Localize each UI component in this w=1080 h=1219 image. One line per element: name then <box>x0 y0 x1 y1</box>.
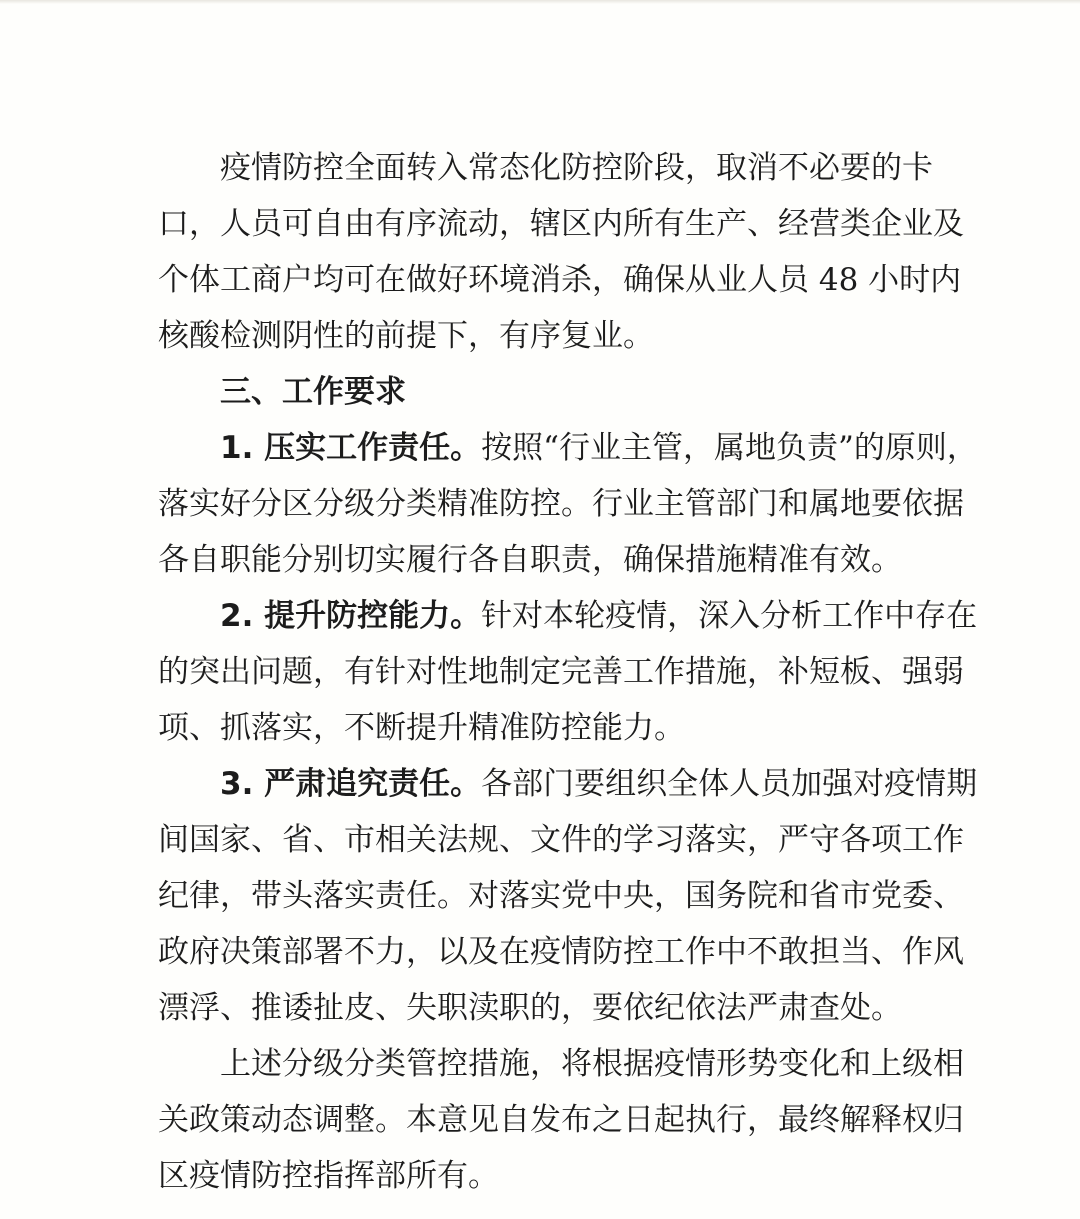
text-line: 的突出问题，有针对性地制定完善工作措施，补短板、强弱 <box>158 654 964 690</box>
text-line <box>158 756 978 812</box>
page-edge <box>0 0 1080 4</box>
item-text: 针对本轮疫情，深入分析工作中存在 <box>481 598 978 634</box>
section-heading: 三、工作要求 <box>220 374 406 410</box>
text-line: 疫情防控全面转入常态化防控阶段，取消不必要的卡 <box>220 150 933 186</box>
text-line: 政府决策部署不力，以及在疫情防控工作中不敢担当、作风 <box>158 934 964 970</box>
text-line: 个体工商户均可在做好环境消杀，确保从业人员 48 小时内 <box>158 262 962 298</box>
text-line: 核酸检测阴性的前提下，有序复业。 <box>158 318 654 354</box>
item-lead: 2. 提升防控能力。 <box>220 598 482 634</box>
text-line <box>158 420 978 476</box>
text-line <box>158 588 978 644</box>
document-body <box>158 140 978 1204</box>
paragraph-closing <box>158 1036 964 1204</box>
paragraph-reopening <box>158 140 964 364</box>
text-line: 区疫情防控指挥部所有。 <box>158 1158 499 1194</box>
text-line: 口，人员可自由有序流动，辖区内所有生产、经营类企业及 <box>158 206 964 242</box>
text-line: 漂浮、推诿扯皮、失职渎职的，要依纪依法严肃查处。 <box>158 990 902 1026</box>
item-text: 按照“行业主管，属地负责”的原则， <box>481 430 978 466</box>
item-text: 各部门要组织全体人员加强对疫情期 <box>481 766 978 802</box>
text-line: 关政策动态调整。本意见自发布之日起执行，最终解释权归 <box>158 1102 964 1138</box>
text-line: 上述分级分类管控措施，将根据疫情形势变化和上级相 <box>220 1046 964 1082</box>
item-lead: 3. 严肃追究责任。 <box>220 766 482 802</box>
item-lead: 1. 压实工作责任。 <box>220 430 482 466</box>
requirement-item-1 <box>158 420 978 588</box>
text-line: 纪律，带头落实责任。对落实党中央，国务院和省市党委、 <box>158 878 964 914</box>
requirement-item-2 <box>158 588 978 756</box>
text-line: 间国家、省、市相关法规、文件的学习落实，严守各项工作 <box>158 822 964 858</box>
text-line: 各自职能分别切实履行各自职责，确保措施精准有效。 <box>158 542 902 578</box>
requirement-item-3 <box>158 756 978 1036</box>
text-line: 项、抓落实，不断提升精准防控能力。 <box>158 710 685 746</box>
text-line: 落实好分区分级分类精准防控。行业主管部门和属地要依据 <box>158 486 964 522</box>
